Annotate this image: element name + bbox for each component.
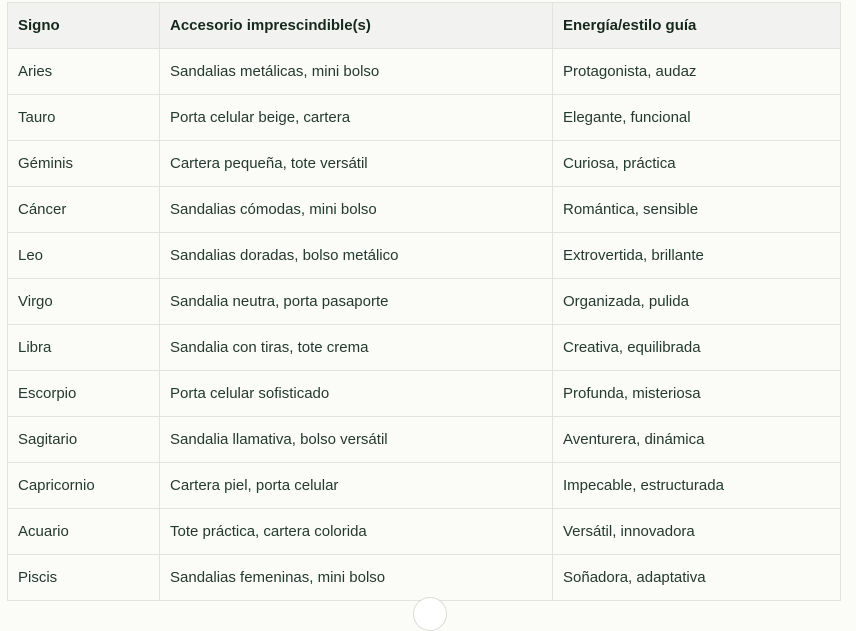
zodiac-accessories-table [7,2,841,601]
table-row [8,371,841,417]
cell-accesorio: Cartera pequeña, tote versátil [160,141,553,187]
cell-signo: Capricornio [8,463,160,509]
cell-accesorio: Porta celular beige, cartera [160,95,553,141]
cell-energia: Extrovertida, brillante [553,233,841,279]
cell-accesorio: Sandalias doradas, bolso metálico [160,233,553,279]
cell-accesorio: Sandalias metálicas, mini bolso [160,49,553,95]
cell-signo: Piscis [8,555,160,601]
cell-accesorio: Cartera piel, porta celular [160,463,553,509]
header-signo: Signo [8,3,160,49]
cell-accesorio: Sandalias femeninas, mini bolso [160,555,553,601]
header-accesorio: Accesorio imprescindible(s) [160,3,553,49]
cell-signo: Sagitario [8,417,160,463]
header-energia: Energía/estilo guía [553,3,841,49]
table-header [8,3,841,49]
cell-accesorio: Sandalia con tiras, tote crema [160,325,553,371]
cell-accesorio: Tote práctica, cartera colorida [160,509,553,555]
cell-energia: Impecable, estructurada [553,463,841,509]
table-row [8,417,841,463]
cell-energia: Creativa, equilibrada [553,325,841,371]
cell-accesorio: Sandalia neutra, porta pasaporte [160,279,553,325]
cell-energia: Organizada, pulida [553,279,841,325]
table-row [8,187,841,233]
table-row [8,463,841,509]
table-row [8,95,841,141]
cell-energia: Protagonista, audaz [553,49,841,95]
table-row [8,49,841,95]
header-row [8,3,841,49]
cell-energia: Curiosa, práctica [553,141,841,187]
cell-accesorio: Sandalias cómodas, mini bolso [160,187,553,233]
cell-energia: Aventurera, dinámica [553,417,841,463]
table-row [8,555,841,601]
cell-energia: Profunda, misteriosa [553,371,841,417]
table-row [8,279,841,325]
table-body [8,49,841,601]
cell-energia: Elegante, funcional [553,95,841,141]
scroll-down-button[interactable] [413,597,447,631]
cell-signo: Aries [8,49,160,95]
cell-signo: Acuario [8,509,160,555]
cell-signo: Cáncer [8,187,160,233]
cell-signo: Leo [8,233,160,279]
cell-signo: Virgo [8,279,160,325]
cell-energia: Soñadora, adaptativa [553,555,841,601]
table-row [8,141,841,187]
table-row [8,233,841,279]
cell-accesorio: Porta celular sofisticado [160,371,553,417]
cell-signo: Escorpio [8,371,160,417]
table-row [8,325,841,371]
cell-energia: Romántica, sensible [553,187,841,233]
cell-energia: Versátil, innovadora [553,509,841,555]
cell-accesorio: Sandalia llamativa, bolso versátil [160,417,553,463]
cell-signo: Tauro [8,95,160,141]
cell-signo: Libra [8,325,160,371]
table-row [8,509,841,555]
table-container [7,2,840,601]
cell-signo: Géminis [8,141,160,187]
